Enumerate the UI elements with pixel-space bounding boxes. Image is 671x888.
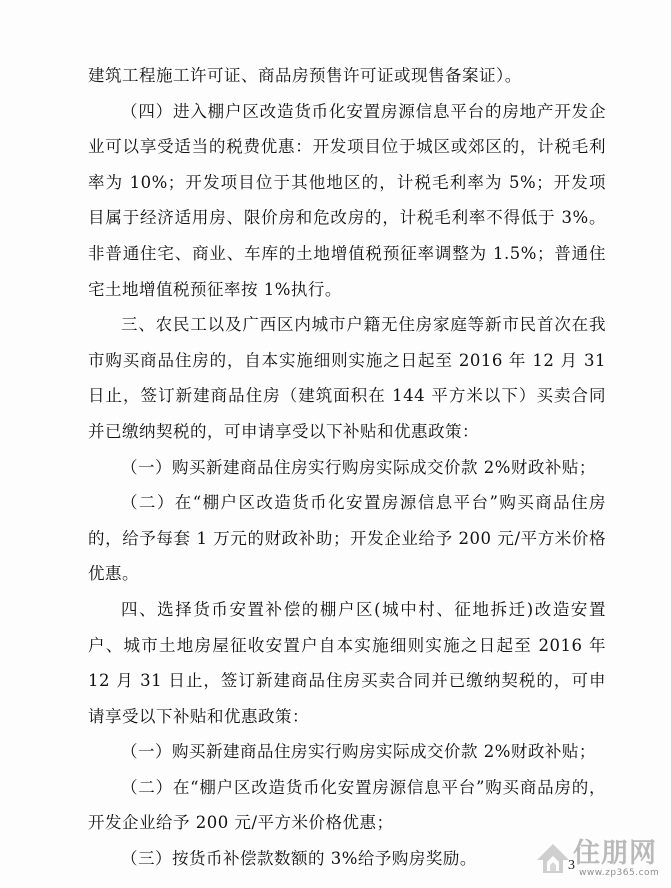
paragraph-section-three: 三、农民工以及广西区内城市户籍无住房家庭等新市民首次在我市购买商品住房的，自本实施细则实施之日起至 2016 年 12 月 31 日止，签订新建商品住房（建筑面积在 144 平方米以下）买卖合同并已缴纳契税的，可申请享受以下补贴和优惠政策： — [88, 315, 606, 441]
watermark — [533, 838, 661, 880]
paragraph-section-three-item-1: （一）购买新建商品住房实行购房实际成交价款 2%财政补贴； — [121, 457, 596, 477]
paragraph-section-four: 四、选择货币安置补偿的棚户区(城中村、征地拆迁)改造安置户、城市土地房屋征收安置户自本实施细则实施之日起至 2016 年 12 月 31 日止，签订新建商品住房买卖合同并已缴纳契税的，可申请享受以下补贴和优惠政策： — [88, 599, 606, 726]
document-body — [88, 58, 606, 877]
page-number: 3 — [568, 858, 575, 873]
paragraph-continuation: 建筑工程施工许可证、商品房预售许可证或现售备案证）。 — [88, 66, 522, 85]
paragraph-section-three-item-2: （二）在“棚户区改造货币化安置房源信息平台”购买商品住房的，给予每套 1 万元的财政补助；开发企业给予 200 元/平方米价格优惠。 — [88, 493, 606, 584]
paragraph-section-four-item-2: （二）在“棚户区改造货币化安置房源信息平台”购买商品房的，开发企业给予 200 元/平方米价格优惠； — [88, 777, 606, 833]
paragraph-section-four-item-3: （三）按货币补偿款数额的 3%给予购房奖励。 — [121, 849, 477, 869]
watermark-name: 住朋网 — [573, 838, 657, 869]
paragraph-tax-incentives: （四）进入棚户区改造货币化安置房源信息平台的房地产开发企业可以享受适当的税费优惠：开发项目位于城区或郊区的，计税毛利率为 10%；开发项目位于其他地区的，计税毛利率为 5%；开发项目属于经济适用房、限价房和危改房的，计税毛利率不得低于 3%。非普通住宅、商业、车库的土地增值税预征率调整为 1.5%；普通住宅土地增值税预征率按 1%执行。 — [88, 101, 606, 299]
paragraph-section-four-item-1: （一）购买新建商品住房实行购房实际成交价款 2%财政补贴； — [121, 742, 596, 762]
watermark-url: www.zp365.com — [579, 868, 660, 878]
house-logo-icon — [533, 840, 573, 876]
